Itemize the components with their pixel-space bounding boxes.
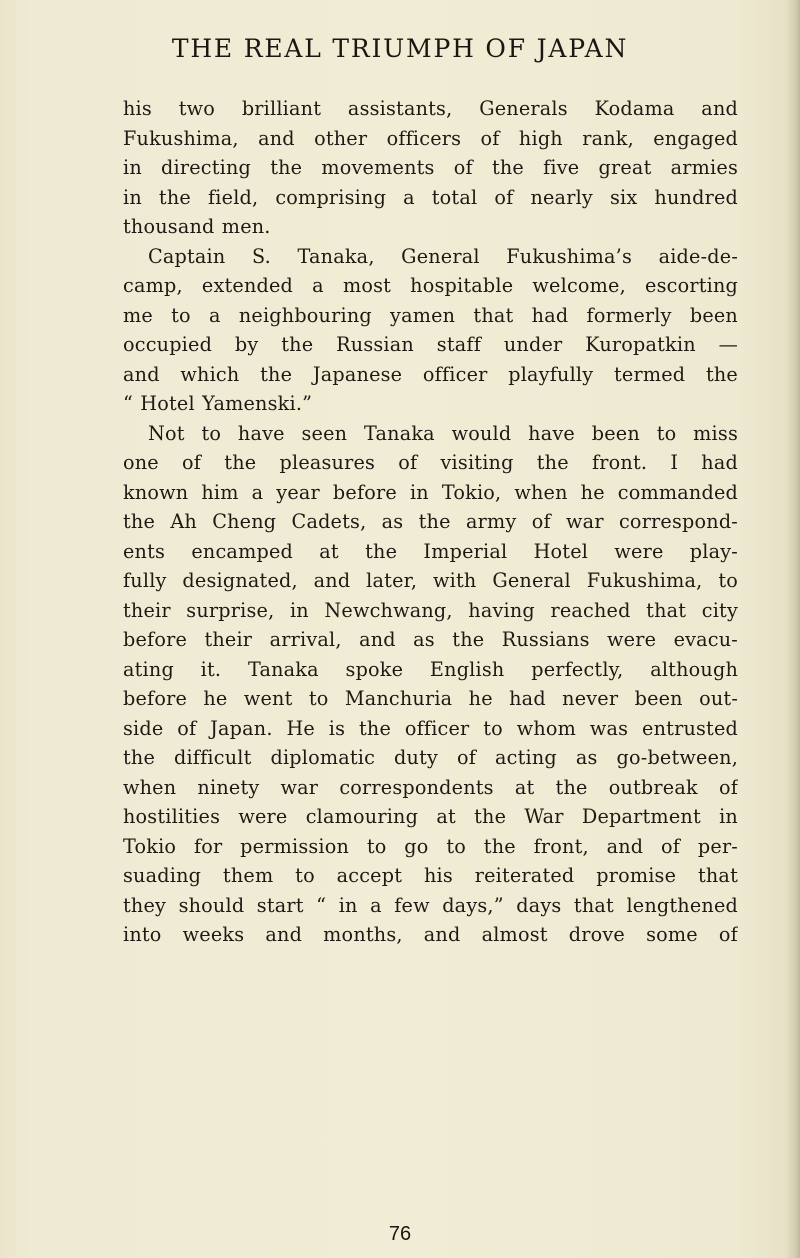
text-line: camp, extended a most hospitable welcome, escorting: [123, 274, 738, 297]
text-line: me to a neighbouring yamen that had formerly been: [123, 303, 738, 327]
text-line: their surprise, in Newchwang, having reached that city: [123, 598, 738, 622]
text-line: thousand men.: [123, 215, 271, 238]
text-line: ating it. Tanaka spoke English perfectly, although: [123, 657, 738, 681]
text-line: hostilities were clamouring at the War Department in: [123, 805, 738, 828]
text-line: Captain S. Tanaka, General Fukushima’s aide-de-: [148, 244, 738, 268]
text-line: Fukushima, and other officers of high rank, engaged: [123, 126, 738, 150]
text-line: known him a year before in Tokio, when he commanded: [123, 480, 738, 504]
text-line: into weeks and months, and almost drove some of: [123, 923, 738, 946]
text-line: they should start “ in a few days,” days that lengthened: [123, 893, 738, 917]
text-line: Tokio for permission to go to the front, and of per-: [123, 834, 738, 858]
page-edge-shadow: [786, 0, 800, 1258]
text-line: the difficult diplomatic duty of acting as go-between,: [123, 746, 738, 769]
text-line: one of the pleasures of visiting the front. I had: [123, 451, 738, 474]
body-text: [123, 94, 738, 950]
running-head: THE REAL TRIUMPH OF JAPAN: [171, 34, 629, 63]
text-line: fully designated, and later, with General Fukushima, to: [123, 569, 738, 592]
text-line: in directing the movements of the five great armies: [123, 156, 738, 179]
text-line: side of Japan. He is the officer to whom was entrusted: [123, 716, 738, 740]
page-number: 76: [388, 1223, 412, 1245]
text-line: Not to have seen Tanaka would have been to miss: [148, 421, 738, 445]
text-line: “ Hotel Yamenski.”: [123, 392, 313, 415]
text-line: in the field, comprising a total of nearly six hundred: [123, 185, 738, 209]
text-line: and which the Japanese officer playfully termed the: [123, 362, 738, 386]
text-line: before he went to Manchuria he had never been out-: [123, 687, 738, 710]
text-line: the Ah Cheng Cadets, as the army of war correspond-: [123, 510, 738, 533]
text-line: his two brilliant assistants, Generals Kodama and: [123, 97, 738, 120]
text-line: before their arrival, and as the Russians were evacu-: [123, 628, 738, 651]
text-line: when ninety war correspondents at the outbreak of: [123, 775, 738, 799]
text-line: occupied by the Russian staff under Kuropatkin —: [123, 333, 738, 356]
text-line: ents encamped at the Imperial Hotel were play-: [123, 539, 738, 563]
text-line: suading them to accept his reiterated promise that: [123, 864, 738, 887]
